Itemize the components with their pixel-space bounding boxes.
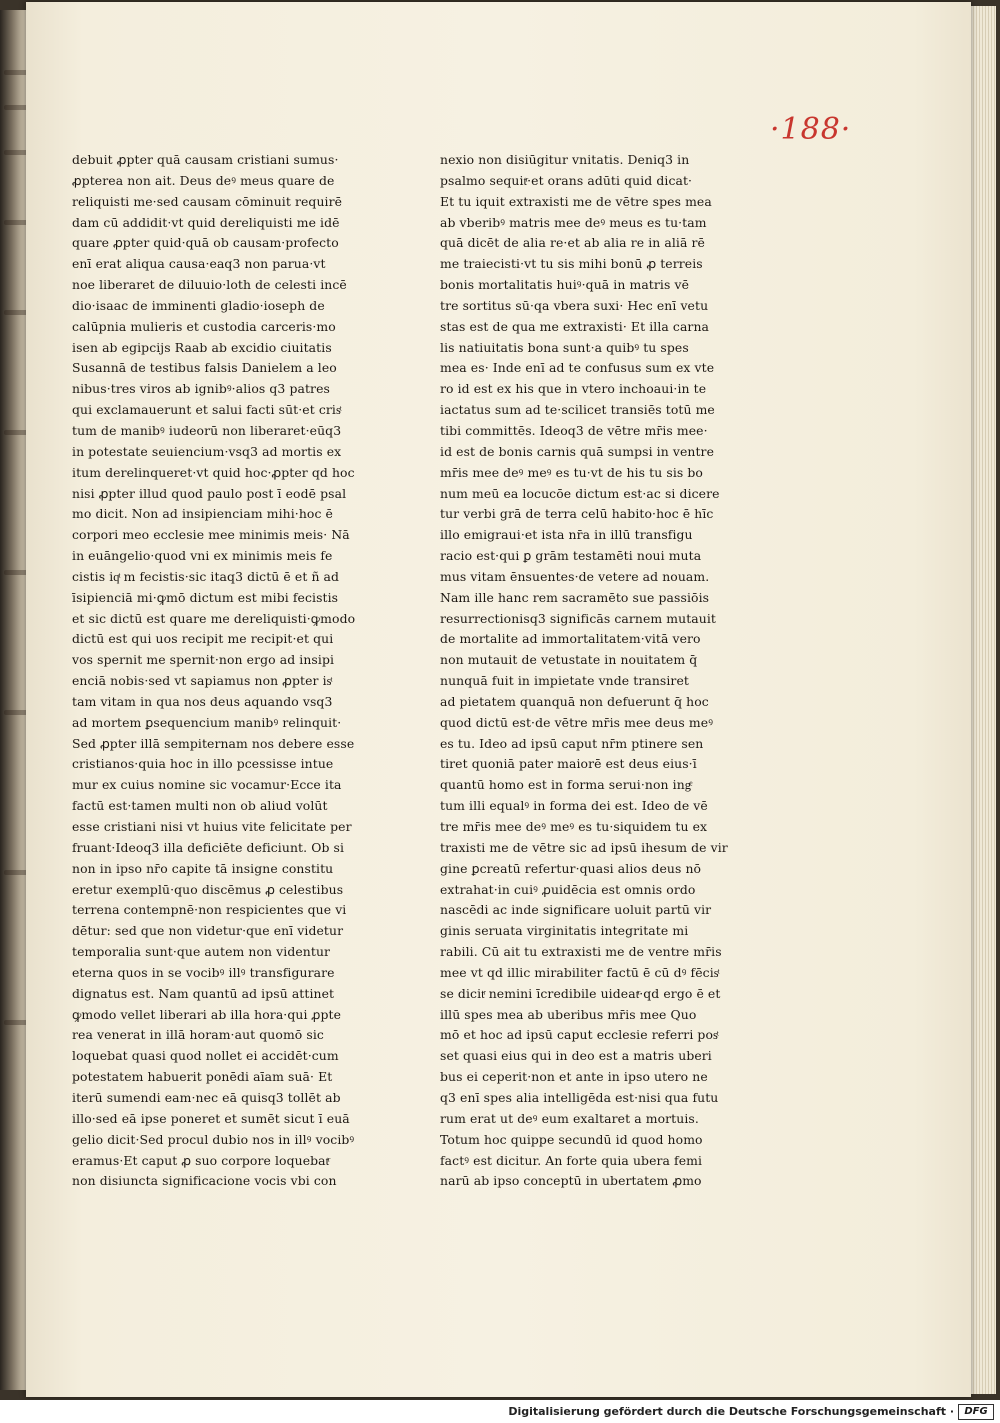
text-line: dam cū addidit·vt quid dereliquisti me idē — [72, 214, 340, 230]
text-line: tur verbi grā de terra celū habito·hoc ē hīc — [440, 506, 714, 522]
text-line: psalmo sequitͬ·et orans adūti quid dicat· — [440, 172, 693, 188]
text-line: mr̄is mee deꝰ meꝰ es tu·vt de his tu sis bo — [440, 464, 703, 480]
text-line: nascēdi ac inde significare uoluit partū vir — [440, 902, 712, 918]
text-line: enī erat aliqua causa·eaq3 non parua·vt — [72, 256, 326, 272]
text-line: narū ab ipso conceptū in ubertatem ꝓmo — [440, 1173, 702, 1189]
text-line: bonis mortalitatis huiꝰ·quā in matris vē — [440, 277, 690, 293]
text-line: cristianos·quia hoc in illo pcessisse intue — [72, 756, 334, 772]
text-line: in euāngelio·quod vni ex minimis meis fe — [72, 548, 333, 564]
text-line: isen ab egipcijs Raab ab excidio ciuitatis — [72, 339, 332, 355]
text-line: iterū sumendi eam·nec eā quisq3 tollēt ab — [72, 1089, 341, 1105]
text-line: gine ꝑcreatū refertur·quasi alios deus nō — [440, 860, 702, 876]
text-line: calūpnia mulieris et custodia carceris·mo — [72, 318, 336, 334]
text-line: id est de bonis carnis quā sumpsi in ventre — [440, 443, 715, 459]
text-line: quā dicēt de alia re·et ab alia re in aliā rē — [440, 235, 705, 251]
text-line: reliquisti me·sed causam cōminuit requirē — [72, 193, 343, 209]
text-line: tiret quoniā pater maiorē est deus eius·ī — [440, 756, 697, 772]
text-line: loquebat quasi quod nollet ei accidēt·cum — [72, 1048, 339, 1064]
funding-credit: Digitalisierung gefördert durch die Deutsche Forschungsgemeinschaft · — [508, 1405, 954, 1418]
text-line: nexio non disiūgitur vnitatis. Deniq3 in — [440, 152, 690, 167]
folio-number: ·188· — [770, 112, 852, 147]
text-line: corpori meo ecclesie mee minimis meis· Nā — [72, 527, 350, 543]
text-line: tre sortitus sū·qa vbera suxi· Hec enī vetu — [440, 297, 709, 313]
text-line: num meū ea locucōe dictum est·ac si dicere — [440, 485, 720, 501]
text-line: factꝰ est dicitur. An forte quia ubera femi — [440, 1152, 703, 1168]
text-line: es tu. Ideo ad ipsū caput nr̄m ptinere sen — [440, 735, 704, 751]
text-line: terrena contempnē·non respicientes que vi — [72, 902, 347, 918]
text-line: gelio dicit·Sed procul dubio nos in illꝰ vocibꝰ — [72, 1131, 355, 1147]
text-line: quod dictū est·de vētre mr̄is mee deus meꝰ — [440, 714, 714, 730]
text-line: q3 enī spes alia intelligēda est·nisi qua futu — [440, 1089, 719, 1105]
text-line: nibus·tres viros ab ignibꝰ·alios q3 patres — [72, 381, 330, 397]
text-line: extrahat·in cuiꝰ ꝓuidēcia est omnis ordo — [440, 881, 696, 897]
text-line: lis natiuitatis bona sunt·a quibꝰ tu spes — [440, 339, 689, 355]
text-line: Sed ꝓpter illā sempiternam nos debere esse — [72, 735, 355, 751]
text-line: non mutauit de vetustate in nouitatem q̄ — [440, 652, 698, 668]
text-line: tum illi equalꝰ in forma dei est. Ideo de vē — [440, 798, 708, 814]
text-line: Susannā de testibus falsis Danielem a leo — [72, 360, 337, 376]
text-line: ro id est ex his que in vtero inchoaui·in te — [440, 381, 707, 397]
text-line: rea venerat in illā horam·aut quomō sic — [72, 1027, 324, 1043]
text-line: me traiecisti·vt tu sis mihi bonū ꝓ terreis — [440, 256, 703, 272]
text-line: mō et hoc ad ipsū caput ecclesie referri posͭ — [440, 1027, 718, 1043]
text-line: ad mortem ꝑsequencium manibꝰ relinquit· — [72, 714, 342, 730]
text-line: et sic dictū est quare me dereliquisti·ꝙmodo — [72, 610, 356, 626]
footer-bar — [0, 1400, 1000, 1423]
text-line: eretur exemplū·quo discēmus ꝓ celestibus — [72, 881, 344, 897]
text-line: ad pietatem quanquā non defuerunt q̄ hoc — [440, 693, 709, 709]
text-line: dictū est qui uos recipit me recipit·et qui — [72, 631, 334, 647]
text-line: quare ꝓpter quid·quā ob causam·profecto — [72, 235, 339, 251]
text-line: ab vberibꝰ matris mee deꝰ meus es tu·tam — [440, 214, 707, 230]
text-line: illo·sed eā ipse poneret et sumēt sicut ī euā — [72, 1110, 350, 1126]
text-line: nisi ꝓpter illud quod paulo post ī eodē psal — [72, 485, 347, 501]
text-line: tam vitam in qua nos deus aquando vsq3 — [72, 693, 333, 709]
text-line: dignatus est. Nam quantū ad ipsū attinet — [72, 985, 335, 1001]
text-line: esse cristiani nisi vt huius vite felicitate per — [72, 819, 352, 834]
text-line: de mortalite ad immortalitatem·vitā vero — [440, 631, 701, 647]
text-line: tre mr̄is mee deꝰ meꝰ es tu·siquidem tu ex — [440, 819, 708, 834]
text-line: tibi committēs. Ideoq3 de vētre mr̄is mee· — [440, 422, 708, 438]
text-line: bus ei ceperit·non et ante in ipso utero ne — [440, 1069, 708, 1085]
text-line: dio·isaac de imminenti gladio·ioseph de — [72, 297, 325, 313]
text-line: ꝓpterea non ait. Deus deꝰ meus quare de — [72, 172, 335, 188]
text-line: resurrectionisq3 significās carnem mutauit — [440, 610, 717, 626]
text-line: racio est·qui ꝑ grām testamēti noui muta — [440, 548, 702, 564]
text-line: stas est de qua me extraxisti· Et illa carna — [440, 318, 710, 334]
text-line: temporalia sunt·que autem non videntur — [72, 944, 331, 960]
text-line: se dicitͬ nemini īcredibile uideatͬ·qd ergo ē et — [440, 985, 721, 1001]
text-line: nunquā fuit in impietate vnde transiret — [440, 673, 689, 689]
text-line: Totum hoc quippe secundū id quod homo — [440, 1131, 703, 1147]
text-line: non disiuncta significacione vocis vbi con — [72, 1173, 337, 1189]
text-line: vos spernit me spernit·non ergo ad insipi — [72, 652, 335, 668]
text-line: debuit ꝓpter quā causam cristiani sumus· — [72, 152, 339, 167]
text-line: mus vitam ēnsuentes·de vetere ad nouam. — [440, 568, 710, 584]
text-line: mee vt qd illic mirabiliter factū ē cū dꝰ fēcisͭ — [440, 964, 719, 980]
text-line: fruant·Ideoq3 illa deficiēte deficiunt. Ob si — [72, 839, 345, 855]
text-line: qui exclamauerunt et salui facti sūt·et crisͭ — [72, 402, 341, 418]
text-line: dētur: sed que non videtur·que enī videtur — [72, 923, 344, 939]
text-line: mea es· Inde enī ad te confusus sum ex vte — [440, 360, 715, 376]
text-line: ginis seruata virginitatis integritate mi — [440, 923, 689, 939]
text-line: mo dicit. Non ad insipienciam mihi·hoc ē — [72, 506, 333, 522]
text-line: non in ipso nr̄o capite tā insigne constitu — [72, 860, 334, 876]
text-line: iactatus sum ad te·scilicet transiēs totū me — [440, 402, 715, 418]
text-line: eterna quos in se vocibꝰ illꝰ transfigurare — [72, 964, 335, 980]
text-line: Nam ille hanc rem sacramēto sue passiōis — [440, 589, 710, 605]
text-line: Et tu iquit extraxisti me de vētre spes mea — [440, 193, 712, 209]
text-line: ꝙmodo vellet liberari ab illa hora·qui ꝓpte — [72, 1006, 342, 1022]
text-line: set quasi eius qui in deo est a matris uberi — [440, 1048, 712, 1064]
text-line: factū est·tamen multi non ob aliud volūt — [72, 798, 328, 814]
text-line: tum de manibꝰ iudeorū non liberaret·eūq3 — [72, 422, 342, 438]
text-line: traxisti me de vētre sic ad ipsū ihesum de vir — [440, 839, 728, 855]
text-line: rum erat ut deꝰ eum exaltaret a mortuis. — [440, 1110, 699, 1126]
text-line: enciā nobis·sed vt sapiamus non ꝓpter isͭ — [72, 673, 332, 689]
dfg-logo: DFG — [958, 1404, 994, 1420]
text-line: mur ex cuius nomine sic vocamur·Ecce ita — [72, 777, 342, 793]
text-line: īsipienciā mi·ꝙmō dictum est mibi fecistis — [72, 589, 339, 605]
text-line: illū spes mea ab uberibus mr̄is mee Quo — [440, 1006, 697, 1022]
text-line: in potestate seuiencium·vsq3 ad mortis ex — [72, 443, 342, 459]
text-line: potestatem habuerit ponēdi aīam suā· Et — [72, 1069, 333, 1085]
text-line: illo emigraui·et ista nr̄a in illū transfigu — [440, 527, 693, 543]
text-line: cistis iqͭ m fecistis·sic itaq3 dictū ē et ñ ad — [72, 568, 340, 584]
right-text-column — [440, 150, 752, 1192]
text-line: noe liberaret de diluuio·loth de celesti incē — [72, 277, 347, 293]
text-line: quantū homo est in forma serui·non ingͤ — [440, 777, 692, 793]
left-text-column — [72, 150, 384, 1192]
text-line: eramus·Et caput ꝓ suo corpore loquebatͬ — [72, 1152, 330, 1168]
text-line: rabili. Cū ait tu extraxisti me de ventre mr̄is — [440, 944, 722, 960]
text-line: itum derelinqueret·vt quid hoc·ꝓpter qd hoc — [72, 464, 355, 480]
page-stack-edges — [968, 6, 996, 1394]
